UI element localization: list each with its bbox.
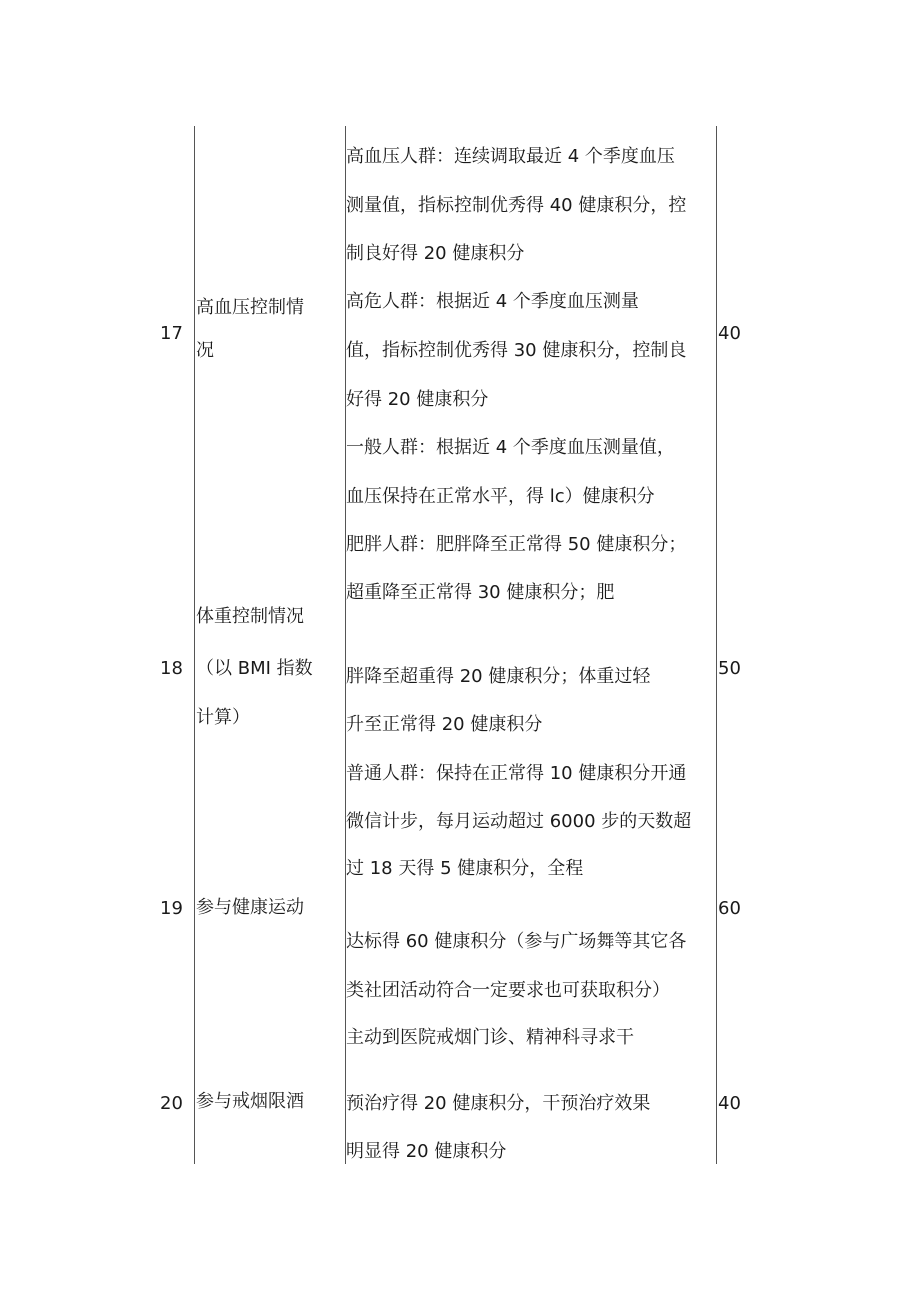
- row-19-desc-line-1: 普通人群：保持在正常得 10 健康积分开通: [346, 763, 687, 784]
- row-19-desc-line-2: 微信计步，每月运动超过 6000 步的天数超: [346, 811, 692, 832]
- table-border-middle: [345, 126, 346, 1164]
- row-17-desc-line-5: 值，指标控制优秀得 30 健康积分，控制良: [346, 340, 687, 361]
- row-18-desc-line-3: 胖降至超重得 20 健康积分；体重过轻: [346, 666, 651, 687]
- row-17-item-line-1: 高血压控制情: [196, 297, 304, 318]
- row-20-desc-line-1: 主动到医院戒烟门诊、精神科寻求干: [346, 1027, 634, 1048]
- row-20-number: 20: [160, 1093, 183, 1114]
- row-17-desc-line-3: 制良好得 20 健康积分: [346, 243, 525, 264]
- row-17-desc-line-4: 高危人群：根据近 4 个季度血压测量: [346, 291, 639, 312]
- row-17-score: 40: [718, 323, 741, 344]
- row-20-desc-line-3: 明显得 20 健康积分: [346, 1141, 507, 1162]
- table-border-left: [194, 126, 195, 1164]
- row-17-desc-line-2: 测量值，指标控制优秀得 40 健康积分，控: [346, 195, 687, 216]
- row-17-desc-line-8: 血压保持在正常水平，得 lc）健康积分: [346, 486, 655, 507]
- row-18-desc-line-2: 超重降至正常得 30 健康积分；肥: [346, 582, 615, 603]
- row-19-desc-line-5: 类社团活动符合一定要求也可获取积分）: [346, 980, 670, 1001]
- row-18-desc-line-1: 肥胖人群：肥胖降至正常得 50 健康积分；: [346, 534, 687, 555]
- row-17-desc-line-6: 好得 20 健康积分: [346, 389, 489, 410]
- row-18-desc-line-4: 升至正常得 20 健康积分: [346, 714, 543, 735]
- row-20-score: 40: [718, 1093, 741, 1114]
- table-border-right: [716, 126, 717, 1164]
- row-17-item-line-2: 况: [196, 340, 214, 361]
- row-18-item-line-2: （以 BMI 指数: [196, 658, 313, 679]
- row-18-number: 18: [160, 658, 183, 679]
- row-20-desc-line-2: 预治疗得 20 健康积分，干预治疗效果: [346, 1093, 651, 1114]
- row-17-desc-line-1: 高血压人群：连续调取最近 4 个季度血压: [346, 146, 675, 167]
- row-19-item-line-1: 参与健康运动: [196, 897, 304, 918]
- row-19-desc-line-4: 达标得 60 健康积分（参与广场舞等其它各: [346, 931, 687, 952]
- row-18-score: 50: [718, 658, 741, 679]
- row-17-desc-line-7: 一般人群：根据近 4 个季度血压测量值，: [346, 437, 675, 458]
- row-17-number: 17: [160, 323, 183, 344]
- row-18-item-line-3: 计算）: [196, 707, 250, 728]
- row-20-item-line-1: 参与戒烟限酒: [196, 1091, 304, 1112]
- row-18-item-line-1: 体重控制情况: [196, 606, 304, 627]
- row-19-number: 19: [160, 898, 183, 919]
- row-19-score: 60: [718, 898, 741, 919]
- row-19-desc-line-3: 过 18 天得 5 健康积分，全程: [346, 858, 584, 879]
